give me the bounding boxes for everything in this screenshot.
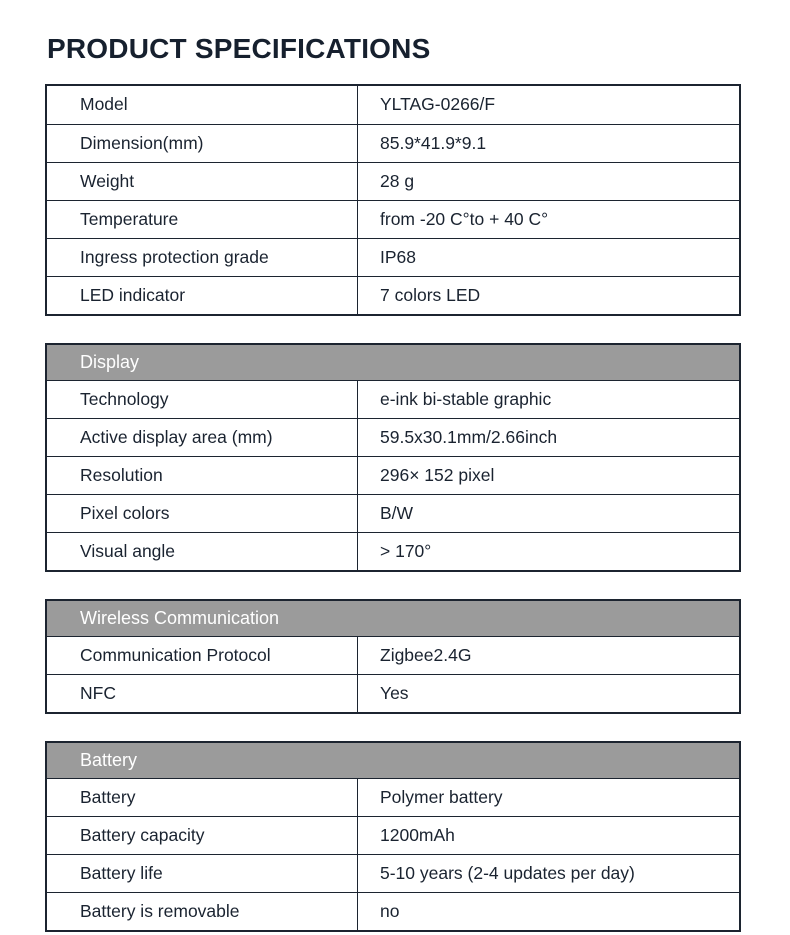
spec-value: B/W bbox=[380, 502, 414, 523]
spec-label: Ingress protection grade bbox=[47, 239, 358, 276]
spec-label: LED indicator bbox=[47, 277, 358, 314]
spec-label: Visual angle bbox=[47, 533, 358, 570]
spec-value: 1200mAh bbox=[380, 824, 455, 845]
spec-row-battery-capacity bbox=[47, 816, 739, 854]
spec-label: Communication Protocol bbox=[47, 637, 358, 674]
spec-label: Model bbox=[47, 86, 358, 124]
spec-row-model bbox=[47, 86, 739, 124]
spec-value: > 170° bbox=[380, 540, 432, 561]
spec-value: no bbox=[380, 900, 400, 921]
spec-row-led-indicator bbox=[47, 276, 739, 314]
section-battery bbox=[45, 741, 741, 932]
spec-label: Battery is removable bbox=[47, 893, 358, 930]
spec-row-battery-is-removable bbox=[47, 892, 739, 930]
spec-value: e-ink bi-stable graphic bbox=[380, 388, 552, 409]
page-title: PRODUCT SPECIFICATIONS bbox=[47, 33, 431, 64]
spec-row-dimension bbox=[47, 124, 739, 162]
spec-value: Yes bbox=[380, 682, 409, 703]
section-general bbox=[45, 84, 741, 316]
spec-label: Technology bbox=[47, 381, 358, 418]
spec-row-weight bbox=[47, 162, 739, 200]
spec-row-ingress-protection bbox=[47, 238, 739, 276]
spec-value: 59.5x30.1mm/2.66inch bbox=[380, 426, 558, 447]
spec-row-technology bbox=[47, 380, 739, 418]
spec-label: Battery life bbox=[47, 855, 358, 892]
spec-value: 28 g bbox=[380, 170, 415, 191]
section-header-display: Display bbox=[47, 345, 739, 380]
section-header-wireless-communication: Wireless Communication bbox=[47, 601, 739, 636]
spec-label: Active display area (mm) bbox=[47, 419, 358, 456]
spec-value: 85.9*41.9*9.1 bbox=[380, 132, 487, 153]
spec-value: Polymer battery bbox=[380, 786, 503, 807]
spec-row-temperature bbox=[47, 200, 739, 238]
spec-value: from -20 C°to + 40 C° bbox=[380, 208, 549, 229]
spec-label: Battery bbox=[47, 779, 358, 816]
spec-label: NFC bbox=[47, 675, 358, 712]
spec-value: 296× 152 pixel bbox=[380, 464, 495, 485]
spec-row-active-display-area bbox=[47, 418, 739, 456]
spec-label: Temperature bbox=[47, 201, 358, 238]
spec-label: Resolution bbox=[47, 457, 358, 494]
spec-value: Zigbee2.4G bbox=[380, 644, 472, 665]
section-display bbox=[45, 343, 741, 572]
spec-value: 7 colors LED bbox=[380, 284, 481, 305]
spec-row-visual-angle bbox=[47, 532, 739, 570]
spec-value: YLTAG-0266/F bbox=[380, 94, 496, 115]
spec-label: Pixel colors bbox=[47, 495, 358, 532]
spec-row-communication-protocol bbox=[47, 636, 739, 674]
spec-value: IP68 bbox=[380, 246, 416, 267]
section-header-battery: Battery bbox=[47, 743, 739, 778]
spec-label: Dimension(mm) bbox=[47, 125, 358, 162]
spec-label: Battery capacity bbox=[47, 817, 358, 854]
spec-row-pixel-colors bbox=[47, 494, 739, 532]
section-wireless-communication bbox=[45, 599, 741, 714]
spec-row-resolution bbox=[47, 456, 739, 494]
spec-row-battery-life bbox=[47, 854, 739, 892]
spec-label: Weight bbox=[47, 163, 358, 200]
spec-value: 5-10 years (2-4 updates per day) bbox=[380, 862, 635, 883]
spec-row-nfc bbox=[47, 674, 739, 712]
spec-row-battery bbox=[47, 778, 739, 816]
